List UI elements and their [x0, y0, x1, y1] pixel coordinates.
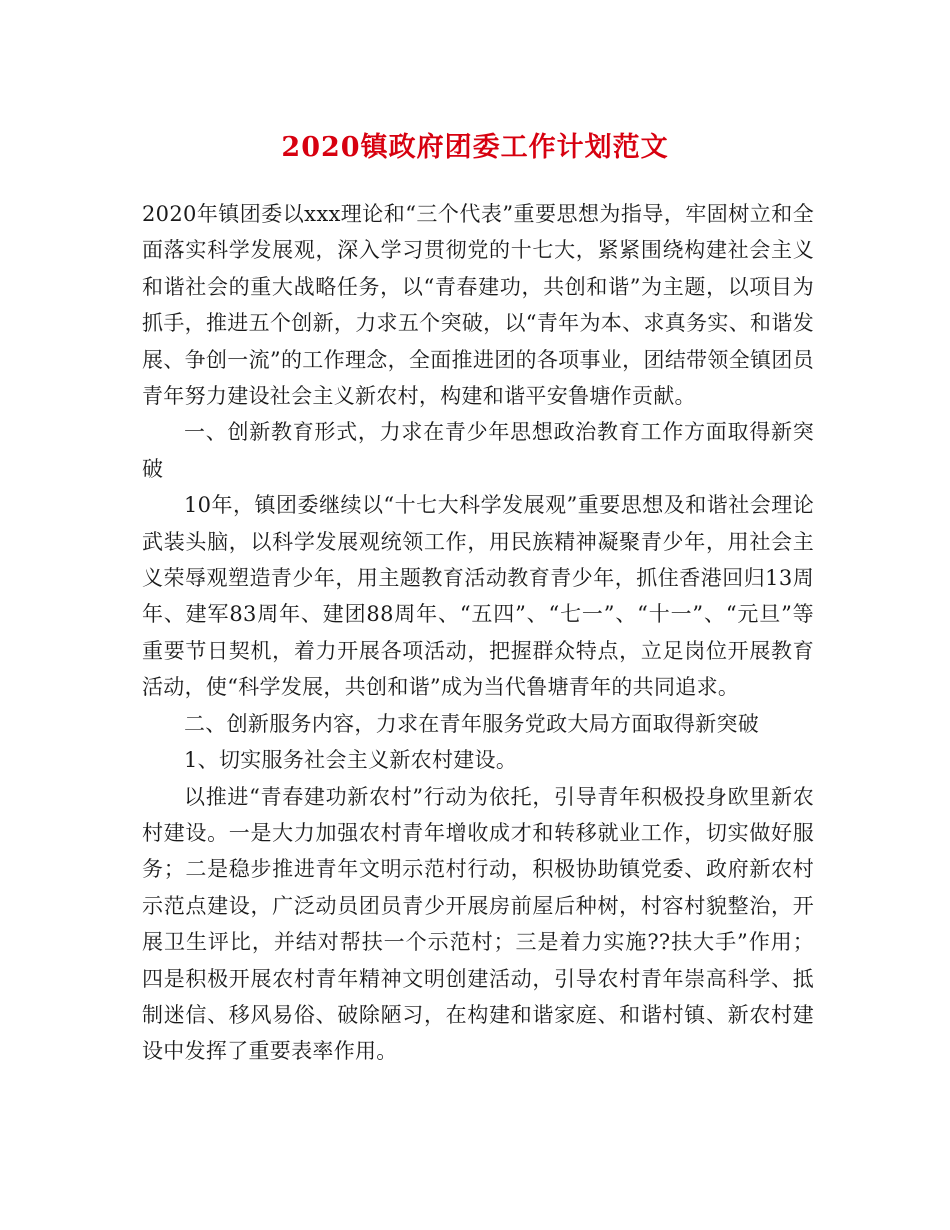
subsection-heading-1: 1、切实服务社会主义新农村建设。: [184, 748, 518, 773]
section-heading-1: 一、创新教育形式，力求在青少年思想政治教育工作方面取得新突破: [142, 420, 814, 481]
paragraph-new-countryside: 以推进“青春建功新农村”行动为依托，引导青年积极投身欧里新农村建设。一是大力加强农村青年增收成才和转移就业工作，切实做好服务；二是稳步推进青年文明示范村行动，积极协助镇党委、政府新农村示范点建设，广泛动员团员青少开展房前屋后种树，村容村貌整治，开展卫生评比，并结对帮扶一个示范村；三是着力实施??扶大手”作用；四是积极开展农村青年精神文明创建活动，引导农村青年崇高科学、抵制迷信、移风易俗、破除陋习，在构建和谐家庭、和谐村镇、新农村建设中发挥了重要表率作用。: [142, 784, 814, 1064]
document-title: 2020镇政府团委工作计划范文: [281, 132, 669, 163]
section-heading-2: 二、创新服务内容，力求在青年服务党政大局方面取得新突破: [184, 711, 760, 736]
paragraph-education: 10年，镇团委继续以“十七大科学发展观”重要思想及和谐社会理论武装头脑，以科学发展观统领工作，用民族精神凝聚青少年，用社会主义荣辱观塑造青少年，用主题教育活动教育青少年，抓住香港回归13周年、建军83周年、建团88周年、“五四”、“七一”、“十一”、“元旦”等重要节日契机，着力开展各项活动，把握群众特点，立足岗位开展教育活动，使“科学发展，共创和谐”成为当代鲁塘青年的共同追求。: [142, 493, 814, 700]
paragraph-intro: 2020年镇团委以xxx理论和“三个代表”重要思想为指导，牢固树立和全面落实科学发展观，深入学习贯彻党的十七大，紧紧围绕构建社会主义和谐社会的重大战略任务，以“青春建功，共创和谐”为主题，以项目为抓手，推进五个创新，力求五个突破，以“青年为本、求真务实、和谐发展、争创一流”的工作理念，全面推进团的各项事业，团结带领全镇团员青年努力建设社会主义新农村，构建和谐平安鲁塘作贡献。: [142, 202, 814, 409]
document-body: [142, 196, 814, 1070]
